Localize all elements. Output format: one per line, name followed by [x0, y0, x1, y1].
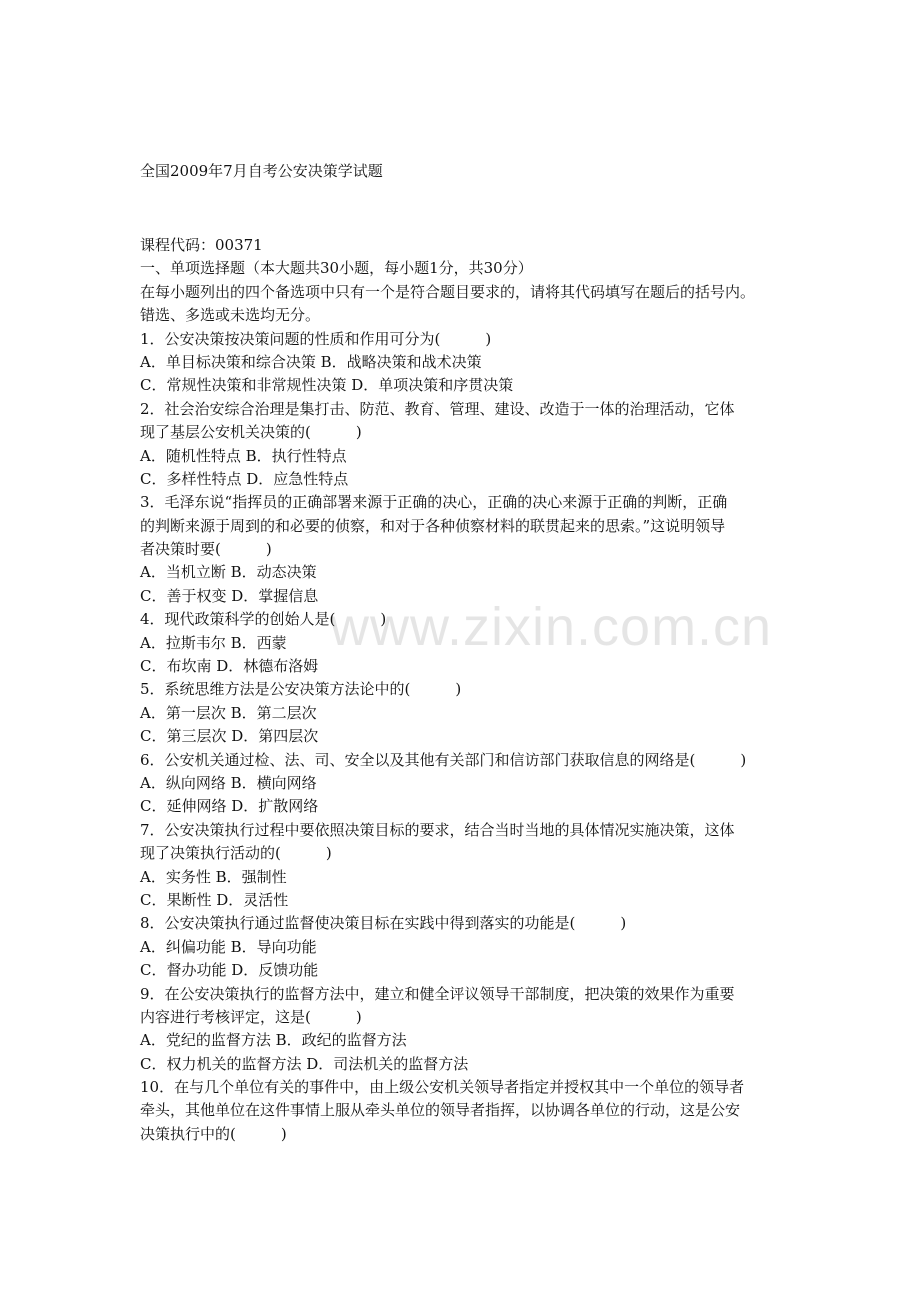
text-line: C．善于权变 D．掌握信息: [140, 586, 319, 605]
document-body: [140, 234, 790, 1146]
text-line: 牵头，其他单位在这件事情上服从牵头单位的领导者指挥，以协调各单位的行动，这是公安: [140, 1101, 741, 1120]
text-line: 一、单项选择题（本大题共30小题，每小题1分，共30分）: [140, 259, 533, 278]
text-line: A．单目标决策和综合决策 B．战略决策和战术决策: [140, 352, 482, 371]
text-line: 2．社会治安综合治理是集打击、防范、教育、管理、建设、改造于一体的治理活动，它体: [140, 399, 735, 418]
text-line: 4．现代政策科学的创始人是( ): [140, 610, 387, 629]
text-line: A．实务性 B．强制性: [140, 867, 287, 886]
text-line: 现了决策执行活动的( ): [140, 844, 332, 863]
text-line: 在每小题列出的四个备选项中只有一个是符合题目要求的，请将其代码填写在题后的括号内。: [140, 282, 756, 301]
text-line: A．党纪的监督方法 B．政纪的监督方法: [140, 1031, 407, 1050]
text-line: 6．公安机关通过检、法、司、安全以及其他有关部门和信访部门获取信息的网络是( ): [140, 750, 747, 769]
text-line: C．延伸网络 D．扩散网络: [140, 797, 319, 816]
text-line: 内容进行考核评定，这是( ): [140, 1007, 362, 1026]
text-line: C．布坎南 D．林德布洛姆: [140, 657, 319, 676]
text-line: 课程代码：00371: [140, 236, 263, 254]
text-line: 现了基层公安机关决策的( ): [140, 423, 362, 442]
text-line: 5．系统思维方法是公安决策方法论中的( ): [140, 680, 462, 699]
text-line: 9．在公安决策执行的监督方法中，建立和健全评议领导干部制度，把决策的效果作为重要: [140, 984, 735, 1003]
text-line: C．第三层次 D．第四层次: [140, 727, 319, 746]
text-line: 8．公安决策执行通过监督使决策目标在实践中得到落实的功能是( ): [140, 914, 627, 933]
text-line: C．果断性 D．灵活性: [140, 890, 289, 909]
text-line: A．纵向网络 B．横向网络: [140, 773, 317, 792]
text-line: 1．公安决策按决策问题的性质和作用可分为( ): [140, 329, 492, 348]
text-line: C．督办功能 D．反馈功能: [140, 961, 319, 980]
text-line: A．随机性特点 B．执行性特点: [140, 446, 347, 465]
text-line: A．当机立断 B．动态决策: [140, 563, 317, 582]
text-line: 决策执行中的( ): [140, 1124, 287, 1143]
text-line: A．第一层次 B．第二层次: [140, 703, 317, 722]
text-line: C．常规性决策和非常规性决策 D．单项决策和序贯决策: [140, 376, 514, 395]
text-line: A．纠偏功能 B．导向功能: [140, 937, 317, 956]
text-line: A．拉斯韦尔 B．西蒙: [140, 633, 287, 652]
watermark-text: www.zixin.com.cn: [330, 597, 773, 657]
text-line: 错选、多选或未选均无分。: [140, 306, 321, 325]
text-line: 10．在与几个单位有关的事件中，由上级公安机关领导者指定并授权其中一个单位的领导者: [140, 1078, 745, 1097]
text-line: 7．公安决策执行过程中要依照决策目标的要求，结合当时当地的具体情况实施决策，这体: [140, 820, 735, 839]
text-line: 的判断来源于周到的和必要的侦察，和对于各种侦察材料的联贯起来的思索。”这说明领导: [140, 516, 726, 535]
text-line: C．权力机关的监督方法 D．司法机关的监督方法: [140, 1054, 469, 1073]
text-line: 者决策时要( ): [140, 540, 272, 559]
text-line: 3．毛泽东说“指挥员的正确部署来源于正确的决心，正确的决心来源于正确的判断，正确: [140, 493, 728, 512]
text-line: C．多样性特点 D．应急性特点: [140, 469, 349, 488]
document-title: 全国2009年7月自考公安决策学试题: [140, 162, 383, 180]
